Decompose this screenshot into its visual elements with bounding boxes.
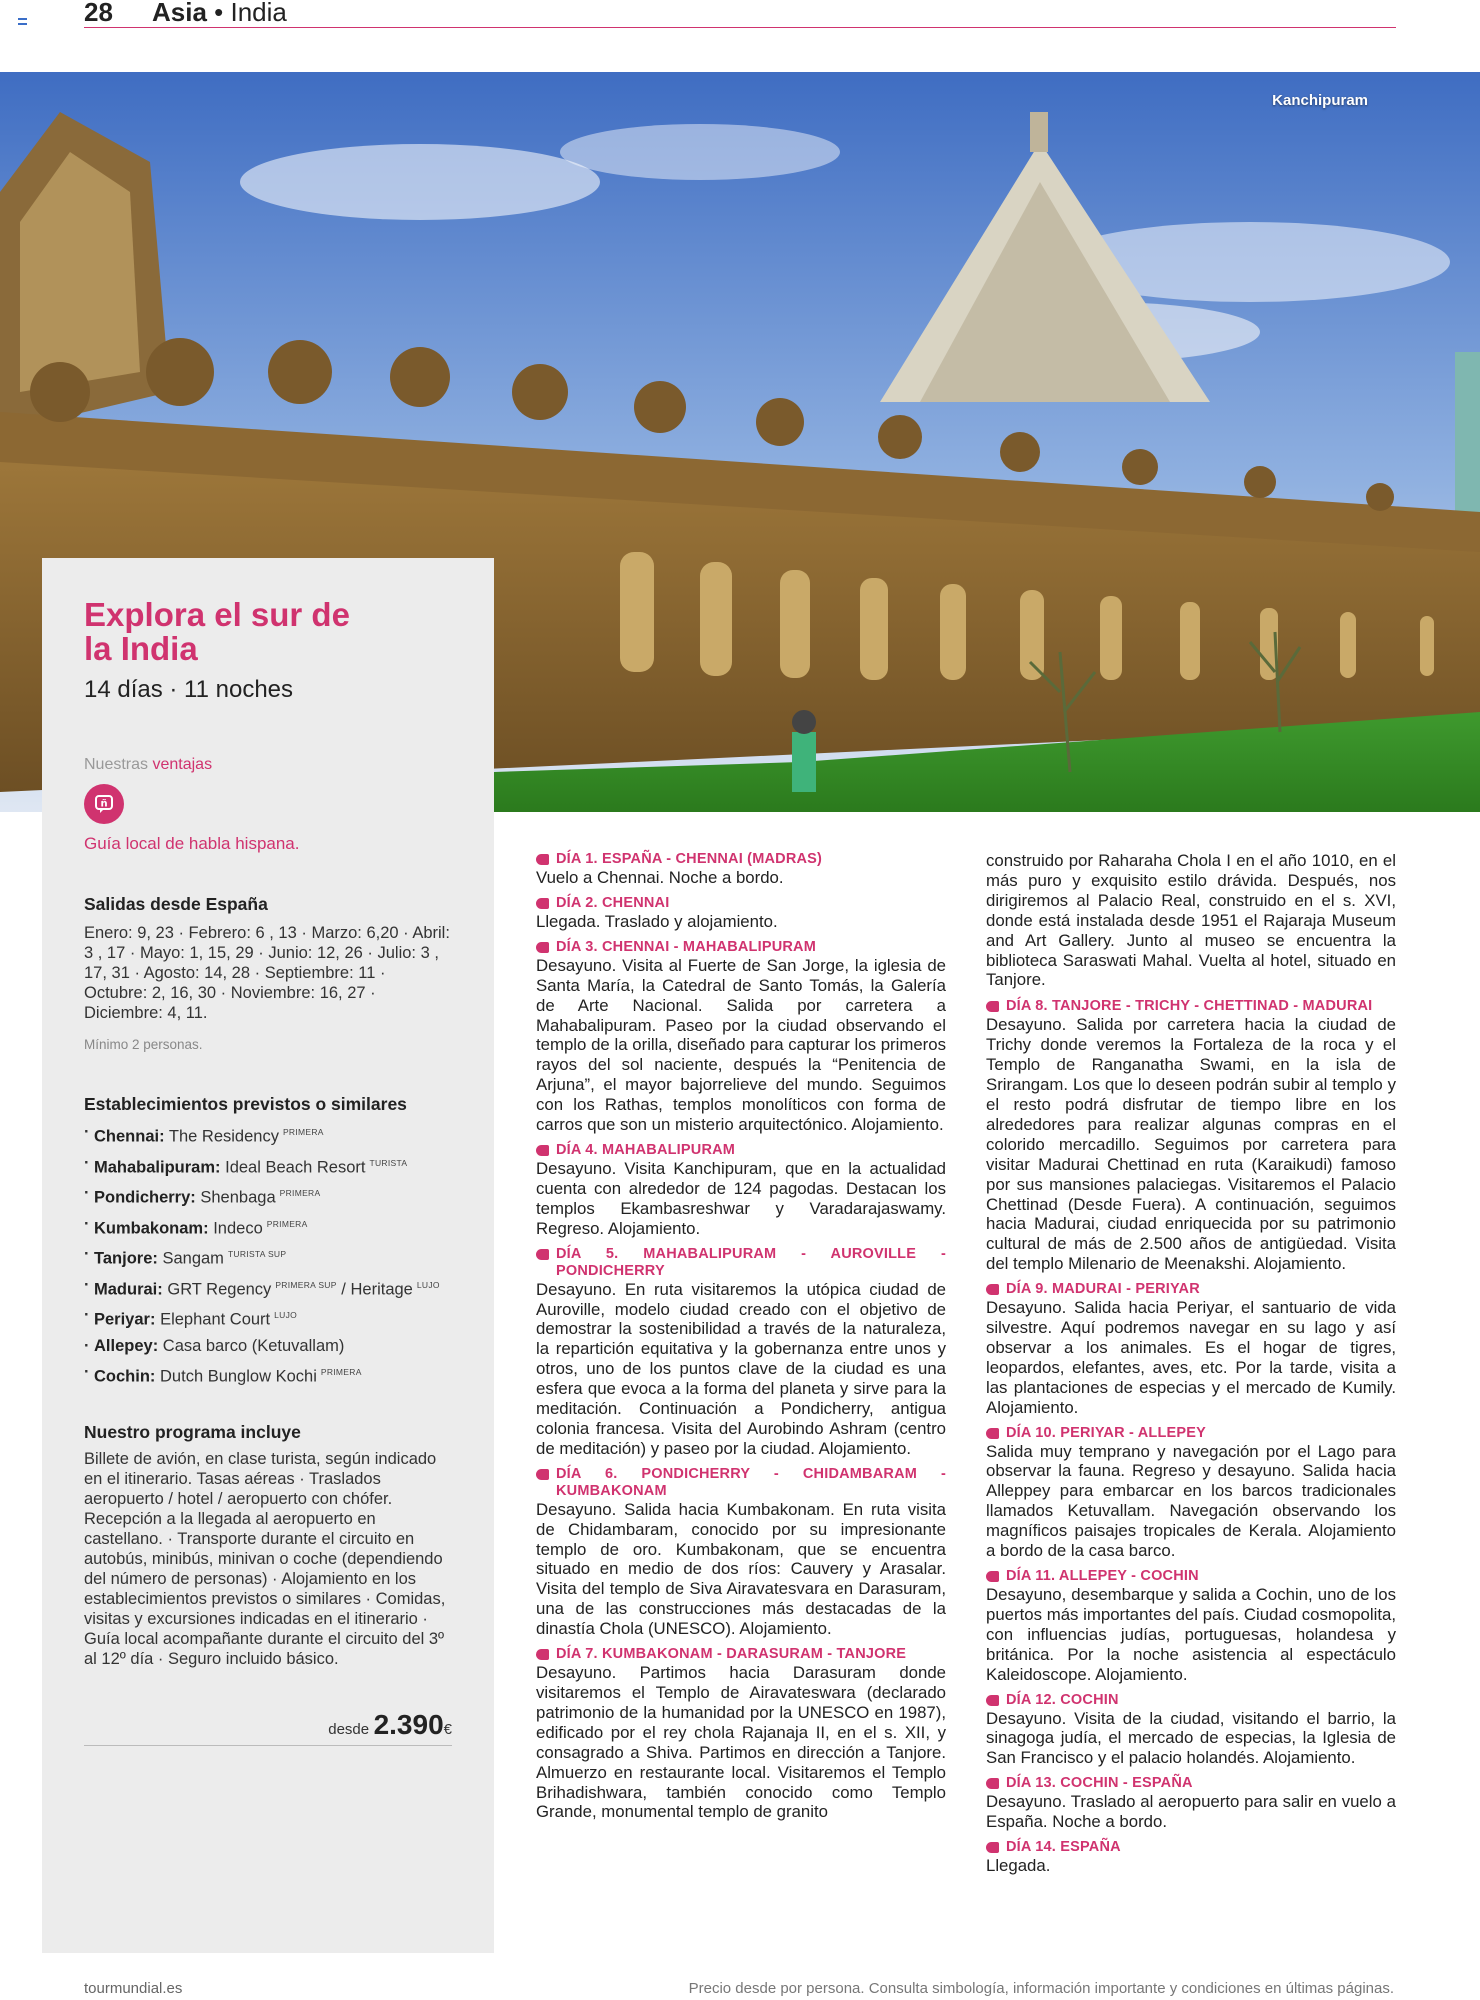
day-title: DÍA 1. ESPAÑA - CHENNAI (MADRAS) — [536, 851, 946, 868]
establishment-category: PRIMERA SUP — [275, 1279, 337, 1290]
establishment-category: LUJO — [274, 1310, 298, 1320]
establishment-item — [84, 1215, 452, 1239]
menu-icon[interactable] — [18, 18, 27, 25]
establishment-item — [84, 1184, 452, 1208]
establishment-category: PRIMERA — [320, 1366, 362, 1377]
establishment-item: · Madurai: GRT Regency $^{PRIMERA SUP}$ / Heritage $^{LUJO}$ — [84, 1276, 452, 1300]
establishment-city: Chennai: — [94, 1127, 165, 1146]
advantages-label-strong: ventajas — [152, 756, 213, 773]
day-title: DÍA 7. KUMBAKONAM - DARASURAM - TANJORE — [536, 1646, 946, 1663]
itinerary-day — [536, 1142, 946, 1239]
day-description: Vuelo a Chennai. Noche a bordo. — [536, 868, 784, 887]
itinerary-day — [986, 1839, 1396, 1876]
establishment-city: Kumbakonam: — [94, 1219, 209, 1237]
itinerary-day — [536, 1466, 946, 1639]
breadcrumb-country: India — [230, 0, 287, 27]
day-description: Desayuno. Visita al Fuerte de San Jorge, la iglesia de Santa María, la Catedral de Santo Tomás, la Galería de Arte Nacional. Salida por carretera a Mahabalipuram. Paseo por la ciudad observando el templo de la orilla, diseñado para capturar los primeros rayos del sol naciente, después la “Penitencia de Arjuna”, el mayor bajorrelieve del mundo. Seguimos con los Rathas, templos monolíticos con forma de carros que son un misterio arquitectónico. Alojamiento. — [536, 955, 946, 1135]
price-prefix: desde — [328, 1721, 370, 1738]
establishments-title: Establecimientos previstos o similares — [84, 1094, 407, 1114]
day-description: Desayuno. Salida hacia Kumbakonam. En ruta visita de Chidambaram, conocido por su impresionante templo de oro. Kumbakonam, que se encuentra situado en medio de dos ríos: Cauvery y Arasalar. Visita del templo de Siva Airavatesvara en Darasuram, una de las construcciones más destacadas de la dinastía Chola (UNESCO). Alojamiento. — [536, 1499, 946, 1639]
establishment-city: Mahabalipuram: — [94, 1158, 221, 1176]
day-description: Desayuno. Salida por carretera hacia la ciudad de Trichy donde veremos la Fortaleza de la roca y el Templo de Ranganatha Swami, en la isla de Srirangam. Los que lo deseen podrán subir al templo y el resto podrá disfrutar de tiempo libre en los alrededores para realizar algunas compras en el colorido mercadillo. Seguimos por carretera para visitar Madurai Chettinad en ruta (Karaikudi) famoso por sus mansiones palaciegas. Visitaremos el Palacio Chettinad (Desde Fuera). A continuación, seguimos hacia Madurai, ciudad enriquecida por su patrimonio cultural de más de 2.500 años de antigüedad. Visita del templo Milenario de Meenakshi. Alojamiento. — [986, 1015, 1396, 1274]
advantage-text: Guía local de habla hispana. — [84, 834, 300, 853]
minimum-persons: Mínimo 2 personas. — [84, 1037, 203, 1052]
establishments-list — [84, 1123, 452, 1386]
day-description: Desayuno. Visita de la ciudad, visitando el barrio, la sinagoga judía, el mercado de especias, la Iglesia de San Francisco y el palacio holandés. Alojamiento. — [986, 1708, 1396, 1768]
day-description: Desayuno. En ruta visitaremos la utópica ciudad de Auroville, modelo ciudad creado con el objetivo de demostrar la sostenibilidad a través de la naturaleza, la repartición equitativa y la gobernanza entre unos y otros, uno de los puntos clave de la ciudad es una esfera que evoca a la forma del planeta y sirve para la meditación. Continuación a Pondicherry, antigua colonia francesa. Visita del Aurobindo Ashram (centro de meditación) y paseo por la ciudad. Alojamiento. — [536, 1279, 946, 1458]
establishment-hotel: Shenbaga — [200, 1188, 276, 1207]
establishment-category: PRIMERA — [282, 1127, 324, 1137]
advantages-label-light: Nuestras — [84, 756, 153, 773]
establishment-hotel: Sangam — [162, 1249, 224, 1268]
svg-text:ñ: ñ — [100, 798, 108, 810]
program-title: Nuestro programa incluye — [84, 1422, 301, 1442]
website-link[interactable]: tourmundial.es — [84, 1980, 183, 1997]
itinerary-column-1 — [536, 851, 946, 1829]
footer-note: Precio desde por persona. Consulta simbología, información importante y condiciones en últimas páginas. — [688, 1980, 1394, 1997]
itinerary-day — [986, 998, 1396, 1274]
itinerary-day — [536, 939, 946, 1135]
day-title: DÍA 2. CHENNAI — [536, 895, 946, 912]
itinerary-column-2 — [986, 851, 1396, 1883]
establishment-item — [84, 1337, 452, 1356]
day-title: DÍA 13. COCHIN - ESPAÑA — [986, 1775, 1396, 1792]
establishment-item — [84, 1306, 452, 1330]
day-description: Desayuno. Partimos hacia Darasuram donde visitaremos el Templo de Airavateswara (declarado patrimonio de la humanidad por la UNESCO en 1987), edificado por el rey chola Rajanaja II, en el s. XII, y consagrado a Shiva. Partimos en dirección a Tanjore. Almuerzo en restaurante local. Visitaremos el Templo Brihadishwara, también conocido como Templo Grande, monumental templo de granito — [536, 1663, 946, 1822]
establishment-hotel: Dutch Bunglow Kochi — [160, 1367, 317, 1385]
itinerary-day — [536, 1646, 946, 1822]
establishment-hotel: GRT Regency — [167, 1280, 272, 1298]
itinerary-day — [986, 1568, 1396, 1685]
page-number: 28 — [84, 0, 113, 27]
advantages-label — [84, 756, 452, 774]
trip-summary-panel — [42, 558, 494, 1953]
breadcrumb-separator: • — [206, 0, 231, 27]
establishment-city: Pondicherry: — [94, 1188, 196, 1207]
establishment-item — [84, 1123, 452, 1147]
day-title: DÍA 14. ESPAÑA — [986, 1839, 1396, 1856]
day-title: DÍA 11. ALLEPEY - COCHIN — [986, 1568, 1396, 1585]
establishment-alt-category: LUJO — [416, 1279, 440, 1290]
day-title: DÍA 12. COCHIN — [986, 1692, 1396, 1709]
establishment-category: TURISTA — [369, 1157, 408, 1168]
itinerary-day — [536, 1246, 946, 1459]
establishment-hotel: Indeco — [213, 1219, 263, 1237]
establishment-category: TURISTA SUP — [227, 1249, 287, 1259]
day-title: DÍA 6. PONDICHERRY - CHIDAMBARAM - KUMBAKONAM — [536, 1466, 946, 1500]
establishment-hotel: The Residency — [168, 1127, 279, 1146]
day-description: Desayuno. Salida hacia Periyar, el santuario de vida silvestre. Aquí podremos navegar en su lago y así observar a los animales. Es el hogar de tigres, leopardos, elefantes, aves, etc. Por la tarde, visita a las plantaciones de especias y el mercado de Kumily. Alojamiento. — [986, 1298, 1396, 1417]
establishment-alt-hotel: Heritage — [350, 1280, 413, 1298]
itinerary-day — [986, 1692, 1396, 1769]
establishment-item — [84, 1363, 452, 1387]
itinerary-day — [986, 1775, 1396, 1832]
establishment-city: Allepey: — [94, 1336, 159, 1355]
day-description: Llegada. — [986, 1856, 1051, 1876]
establishment-city: Periyar: — [94, 1310, 156, 1329]
day-description: Desayuno. Traslado al aeropuerto para salir en vuelo a España. Noche a bordo. — [986, 1792, 1396, 1832]
establishment-hotel: Casa barco (Ketuvallam) — [162, 1336, 345, 1355]
establishment-item — [84, 1245, 452, 1269]
day-title: DÍA 4. MAHABALIPURAM — [536, 1142, 946, 1159]
itinerary-day — [986, 1425, 1396, 1561]
day-title: DÍA 8. TANJORE - TRICHY - CHETTINAD - MADURAI — [986, 998, 1396, 1015]
day-title: DÍA 9. MADURAI - PERIYAR — [986, 1281, 1396, 1298]
departures-dates: Enero: 9, 23 · Febrero: 6 , 13 · Marzo: 6,20 · Abril: 3 , 17 · Mayo: 1, 15, 29 · Junio: 12, 26 · Julio: 3 , 17, 31 · Agosto: 14, 28 · Septiembre: 11 · Octubre: 2, 16, 30 · Noviembre: 16, 27 · Diciembre: 4, 11. — [84, 924, 450, 1022]
itinerary-day — [536, 895, 946, 932]
day-7-continuation: construido por Raharaha Chola I en el año 1010, en el más puro y exquisito estilo drávida. Después, nos dirigiremos al Palacio Real, construido en el s. XVI, donde está instalada desde 1951 el Rajaraja Museum and Art Gallery. Junto al museo se encuentra la biblioteca Saraswati Mahal. Vuelta al hotel, situado en Tanjore. — [986, 851, 1396, 990]
day-title: DÍA 3. CHENNAI - MAHABALIPURAM — [536, 939, 946, 956]
day-title: DÍA 10. PERIYAR - ALLEPEY — [986, 1425, 1396, 1442]
day-description: Llegada. Traslado y alojamiento. — [536, 911, 778, 931]
price-value: 2.390 — [373, 1709, 444, 1740]
itinerary-day — [536, 851, 946, 888]
trip-title: Explora el sur de la India — [84, 596, 350, 667]
day-title: DÍA 5. MAHABALIPURAM - AUROVILLE - PONDICHERRY — [536, 1246, 946, 1280]
establishment-category: PRIMERA — [279, 1188, 321, 1198]
establishment-hotel: Elephant Court — [160, 1310, 271, 1329]
program-text: Billete de avión, en clase turista, según indicado en el itinerario. Tasas aéreas · Traslados aeropuerto / hotel / aeropuerto con chófer. Recepción a la llegada al aeropuerto en castellano. · Transporte durante el circuito en autobús, minibús, minivan o coche (dependiendo del número de personas) · Alojamiento en los establecimientos previstos o similares · Comidas, visitas y excursiones indicadas en el itinerario · Guía local acompañante durante el circuito del 3º al 12º día · Seguro incluido básico. — [84, 1450, 446, 1668]
price-currency: € — [443, 1721, 452, 1738]
day-description: Desayuno, desembarque y salida a Cochin, uno de los puertos más importantes del país. Ciudad cosmopolita, con influencias judías, portuguesas, holandesa y británica. Por la noche asistencia al espectáculo Kaleidoscope. Alojamiento. — [986, 1585, 1396, 1684]
spanish-guide-icon — [84, 784, 124, 824]
establishment-city: Madurai: — [94, 1280, 163, 1298]
itinerary-day — [986, 1281, 1396, 1417]
establishment-city: Tanjore: — [94, 1249, 158, 1268]
photo-caption: Kanchipuram — [1272, 92, 1368, 109]
trip-duration: 14 días · 11 noches — [84, 676, 294, 703]
establishment-category: PRIMERA — [266, 1218, 308, 1229]
page-header — [84, 0, 1396, 28]
price — [84, 1709, 452, 1746]
breadcrumb — [152, 0, 287, 28]
day-description: Desayuno. Visita Kanchipuram, que en la actualidad cuenta con alrededor de 124 pagodas. Destacan los templos Ekambasreshwar y Varadarajaswamy. Regreso. Alojamiento. — [536, 1158, 946, 1238]
establishment-city: Cochin: — [94, 1367, 156, 1385]
breadcrumb-region: Asia — [152, 0, 207, 27]
establishment-item — [84, 1154, 452, 1178]
establishment-hotel: Ideal Beach Resort — [225, 1158, 366, 1176]
departures-title: Salidas desde España — [84, 894, 268, 914]
day-description: Salida muy temprano y navegación por el Lago para observar la fauna. Regreso y desayuno. Salida hacia Alleppey para embarcar en los barcos tradicionales llamados Ketuvallam. Navegación observando los magníficos paisajes tropicales de Kerala. Alojamiento a bordo de la casa barco. — [986, 1441, 1396, 1561]
